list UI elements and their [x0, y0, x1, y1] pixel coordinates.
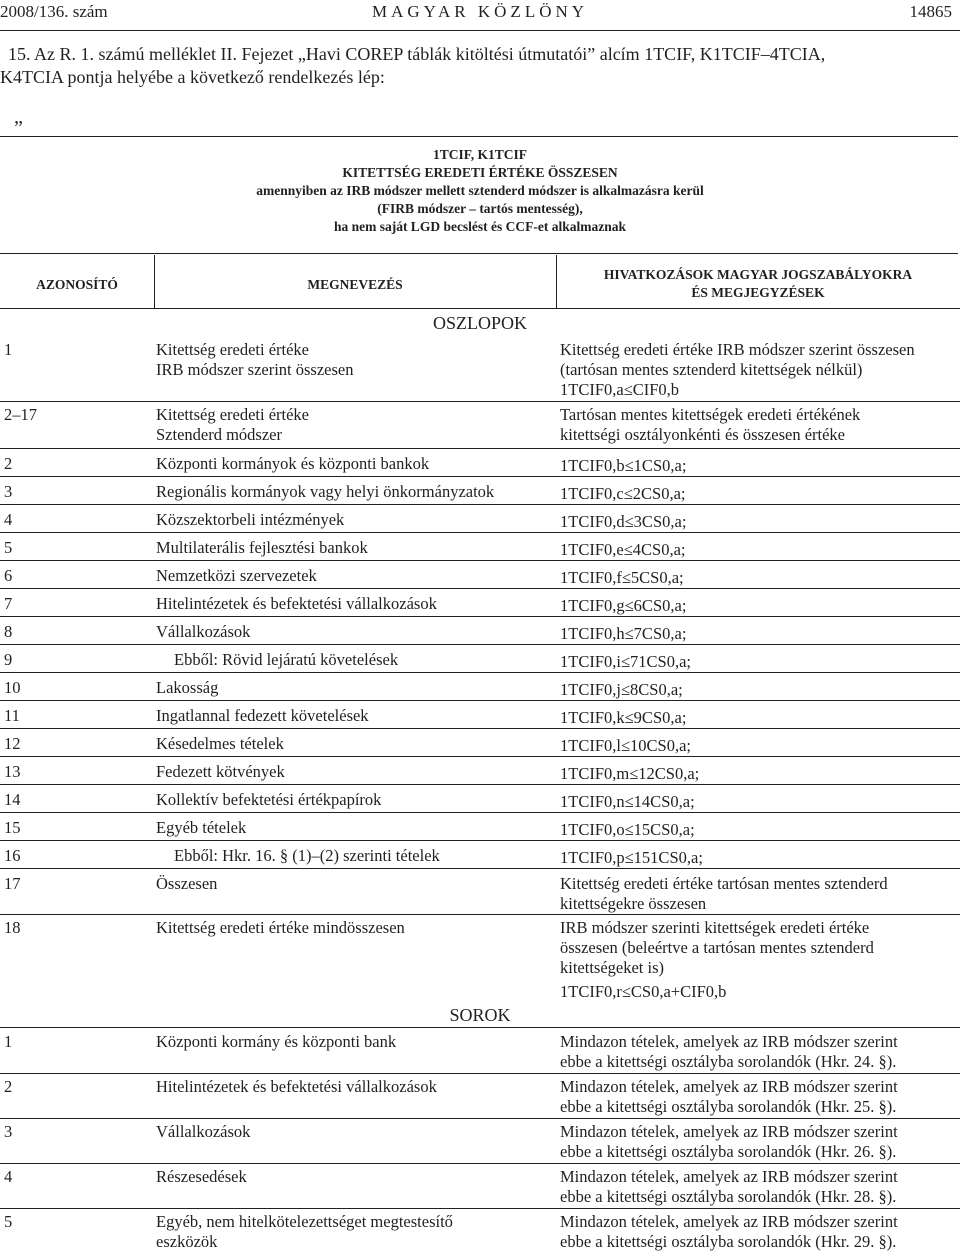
- intro-line-2: K4TCIA pontja helyébe a következő rendelkezés lép:: [0, 67, 385, 87]
- column-row-name: Lakosság: [156, 678, 219, 697]
- column-row-reference: 1TCIF0,g≤6CS0,a;: [560, 596, 687, 615]
- row-item-3-name: Vállalkozások: [156, 1122, 251, 1141]
- column-row-name: Egyéb tételek: [156, 818, 247, 837]
- column-row-reference: 1TCIF0,d≤3CS0,a;: [560, 512, 687, 531]
- column-row-id: 9: [4, 650, 13, 669]
- section-rows-title: SOROK: [449, 1005, 511, 1025]
- row-item-2-name: Hitelintézetek és befektetési vállalkozások: [156, 1077, 437, 1096]
- row-item-3-reference-line-2: ebbe a kitettségi osztályba sorolandók (Hkr. 26. §).: [560, 1142, 897, 1161]
- column-header-id: AZONOSÍTÓ: [36, 277, 118, 292]
- column-row-name: Ebből: Hkr. 16. § (1)–(2) szerinti tételek: [174, 846, 440, 865]
- row-rule: [0, 448, 960, 449]
- column-row-id: 8: [4, 622, 13, 641]
- column-row-name: Késedelmes tételek: [156, 734, 284, 753]
- column-row-1-reference-line-1: Kitettség eredeti értéke IRB módszer szerint összesen: [560, 340, 915, 359]
- column-header-references-line-2: ÉS MEGJEGYZÉSEK: [691, 285, 825, 300]
- column-row-reference: 1TCIF0,h≤7CS0,a;: [560, 624, 687, 643]
- column-row-id: 14: [4, 790, 21, 809]
- header-rule: [0, 30, 960, 31]
- column-header-name: MEGNEVEZÉS: [307, 277, 403, 292]
- row-rule: [0, 616, 960, 617]
- column-row-17-reference: [560, 874, 888, 914]
- row-rule: [0, 644, 960, 645]
- row-item-3-reference: [560, 1122, 898, 1162]
- row-item-1-reference-line-2: ebbe a kitettségi osztályba sorolandók (Hkr. 24. §).: [560, 1052, 897, 1071]
- column-row-name: Ebből: Rövid lejáratú követelések: [174, 650, 399, 669]
- column-row-reference: 1TCIF0,j≤8CS0,a;: [560, 680, 683, 699]
- column-row-name: Multilaterális fejlesztési bankok: [156, 538, 368, 557]
- row-rule: [0, 560, 960, 561]
- column-row-name: Közszektorbeli intézmények: [156, 510, 345, 529]
- column-row-1-name-line-1: Kitettség eredeti értéke: [156, 340, 310, 359]
- column-header-references-line-1: HIVATKOZÁSOK MAGYAR JOGSZABÁLYOKRA: [603, 267, 913, 282]
- row-item-1-name: Központi kormány és központi bank: [156, 1032, 397, 1051]
- column-row-name: Ingatlannal fedezett követelések: [156, 706, 369, 725]
- row-rule: [0, 1027, 960, 1028]
- row-item-1-id: 1: [4, 1032, 13, 1051]
- row-item-5-name-line-2: eszközök: [156, 1232, 218, 1251]
- row-rule: [0, 812, 960, 813]
- row-rule: [0, 672, 960, 673]
- column-row-name: Hitelintézetek és befektetési vállalkozások: [156, 594, 437, 613]
- row-item-5-reference-line-2: ebbe a kitettségi osztályba sorolandók (Hkr. 29. §).: [560, 1232, 897, 1251]
- row-item-2-id: 2: [4, 1077, 13, 1096]
- column-row-id: 4: [4, 510, 13, 529]
- row-rule: [0, 728, 960, 729]
- column-row-id: 12: [4, 734, 21, 753]
- column-row-name: Regionális kormányok vagy helyi önkormányzatok: [156, 482, 495, 501]
- column-row-2-17-name-line-1: Kitettség eredeti értéke: [156, 405, 310, 424]
- column-row-id: 2: [4, 454, 13, 473]
- row-item-5-id: 5: [4, 1212, 13, 1231]
- column-row-id: 11: [4, 706, 20, 725]
- row-item-3-id: 3: [4, 1122, 13, 1141]
- intro-line-1: 15. Az R. 1. számú melléklet II. Fejezet „Havi COREP táblák kitöltési útmutatói” alcím 1TCIF, K1TCIF–4TCIA,: [8, 44, 826, 64]
- issue-number: 2008/136. szám: [0, 2, 108, 21]
- row-rule: [0, 784, 960, 785]
- column-row-id: 13: [4, 762, 21, 781]
- row-rule: [0, 756, 960, 757]
- column-row-2-17-name-line-2: Sztenderd módszer: [156, 425, 282, 444]
- row-rule: [0, 476, 960, 477]
- column-row-id: 16: [4, 846, 21, 865]
- column-row-id: 10: [4, 678, 21, 697]
- row-rule: [0, 1073, 960, 1074]
- intro-paragraph: [0, 43, 960, 89]
- table-title: [0, 146, 960, 236]
- row-rule: [0, 868, 960, 869]
- column-row-17-reference-line-1: Kitettség eredeti értéke tartósan mentes sztenderd: [560, 874, 888, 893]
- row-item-3-reference-line-1: Mindazon tételek, amelyek az IRB módszer szerint: [560, 1122, 898, 1141]
- row-item-5-reference: [560, 1212, 898, 1252]
- column-row-id: 6: [4, 566, 13, 585]
- title-line-1: 1TCIF, K1TCIF: [432, 147, 528, 162]
- column-row-18-reference: [560, 918, 874, 1002]
- column-row-17-name: Összesen: [156, 874, 218, 893]
- column-row-2-17-reference-line-1: Tartósan mentes kitettségek eredeti értékének: [560, 405, 861, 424]
- column-row-17-id: 17: [4, 874, 21, 893]
- row-rule: [0, 504, 960, 505]
- header-bottom-rule: [0, 308, 960, 309]
- row-item-4-reference-line-2: ebbe a kitettségi osztályba sorolandók (Hkr. 28. §).: [560, 1187, 897, 1206]
- row-rule: [0, 840, 960, 841]
- row-item-4-name: Részesedések: [156, 1167, 247, 1186]
- title-line-2: KITETTSÉG EREDETI ÉRTÉKE ÖSSZESEN: [342, 165, 618, 180]
- row-rule: [0, 700, 960, 701]
- column-row-reference: 1TCIF0,l≤10CS0,a;: [560, 736, 691, 755]
- column-row-1-name-line-2: IRB módszer szerint összesen: [156, 360, 354, 379]
- column-row-reference: 1TCIF0,o≤15CS0,a;: [560, 820, 695, 839]
- title-line-5: ha nem saját LGD becslést és CCF-et alkalmaznak: [333, 219, 627, 234]
- column-row-17-reference-line-2: kitettségekre összesen: [560, 894, 707, 913]
- row-item-5-reference-line-1: Mindazon tételek, amelyek az IRB módszer szerint: [560, 1212, 898, 1231]
- column-row-18-name: Kitettség eredeti értéke mindösszesen: [156, 918, 405, 937]
- column-row-reference: 1TCIF0,b≤1CS0,a;: [560, 456, 687, 475]
- row-rule: [0, 588, 960, 589]
- column-row-name: Nemzetközi szervezetek: [156, 566, 317, 585]
- column-row-18-reference-line-2: összesen (beleértve a tartósan mentes sztenderd: [560, 938, 874, 957]
- column-row-reference: 1TCIF0,f≤5CS0,a;: [560, 568, 684, 587]
- column-row-1-id: 1: [4, 340, 13, 359]
- row-rule: [0, 1118, 960, 1119]
- column-row-name: Fedezett kötvények: [156, 762, 285, 781]
- column-row-18-reference-line-3: kitettségeket is): [560, 958, 665, 977]
- column-row-name: Kollektív befektetési értékpapírok: [156, 790, 382, 809]
- column-row-18-reference-line-1: IRB módszer szerinti kitettségek eredeti értéke: [560, 918, 870, 937]
- row-item-4-id: 4: [4, 1167, 13, 1186]
- row-rule: [0, 914, 960, 915]
- column-row-reference: 1TCIF0,e≤4CS0,a;: [560, 540, 686, 559]
- section-columns-title: OSZLOPOK: [432, 313, 527, 333]
- column-row-1-name: [156, 340, 354, 380]
- page-number: 14865: [909, 2, 952, 21]
- column-header-references: [556, 266, 960, 302]
- row-item-1-reference: [560, 1032, 898, 1072]
- column-row-name: Vállalkozások: [156, 622, 251, 641]
- column-row-2-17-reference: [560, 405, 860, 445]
- row-rule: [0, 532, 960, 533]
- column-row-id: 3: [4, 482, 13, 501]
- column-row-1-reference-line-2: (tartósan mentes sztenderd kitettségek nélkül): [560, 360, 863, 379]
- opening-quote: „: [14, 106, 23, 128]
- row-item-5-name-line-1: Egyéb, nem hitelkötelezettséget megtestesítő: [156, 1212, 453, 1231]
- column-row-name: Központi kormányok és központi bankok: [156, 454, 430, 473]
- column-row-1-reference: [560, 340, 915, 400]
- row-item-4-reference: [560, 1167, 898, 1207]
- row-item-4-reference-line-1: Mindazon tételek, amelyek az IRB módszer szerint: [560, 1167, 898, 1186]
- row-item-2-reference-line-2: ebbe a kitettségi osztályba sorolandók (Hkr. 25. §).: [560, 1097, 897, 1116]
- column-row-reference: 1TCIF0,k≤9CS0,a;: [560, 708, 687, 727]
- column-row-reference: 1TCIF0,c≤2CS0,a;: [560, 484, 686, 503]
- row-rule: [0, 1163, 960, 1164]
- row-item-1-reference-line-1: Mindazon tételek, amelyek az IRB módszer szerint: [560, 1032, 898, 1051]
- column-row-reference: 1TCIF0,i≤71CS0,a;: [560, 652, 691, 671]
- title-line-4: (FIRB módszer – tartós mentesség),: [377, 201, 583, 216]
- row-rule: [0, 401, 960, 402]
- column-row-2-17-name: [156, 405, 309, 445]
- title-line-3: amennyiben az IRB módszer mellett sztenderd módszer is alkalmazásra kerül: [256, 183, 704, 198]
- row-item-2-reference: [560, 1077, 898, 1117]
- column-row-id: 5: [4, 538, 13, 557]
- row-item-2-reference-line-1: Mindazon tételek, amelyek az IRB módszer szerint: [560, 1077, 898, 1096]
- journal-title: MAGYAR KÖZLÖNY: [371, 2, 589, 21]
- column-row-id: 15: [4, 818, 21, 837]
- column-row-2-17-reference-line-2: kitettségi osztályonkénti és összesen értéke: [560, 425, 845, 444]
- column-row-reference: 1TCIF0,n≤14CS0,a;: [560, 792, 695, 811]
- column-row-reference: 1TCIF0,m≤12CS0,a;: [560, 764, 700, 783]
- row-rule: [0, 1208, 960, 1209]
- column-row-2-17-id: 2–17: [4, 405, 37, 424]
- row-item-5-name: [156, 1212, 453, 1252]
- column-row-reference: 1TCIF0,p≤151CS0,a;: [560, 848, 703, 867]
- column-row-1-reference-line-3: 1TCIF0,a≤CIF0,b: [560, 380, 680, 399]
- column-row-id: 7: [4, 594, 13, 613]
- page-header: [0, 2, 960, 24]
- column-row-18-id: 18: [4, 918, 21, 937]
- column-row-18-reference-line-4: 1TCIF0,r≤CS0,a+CIF0,b: [560, 982, 727, 1001]
